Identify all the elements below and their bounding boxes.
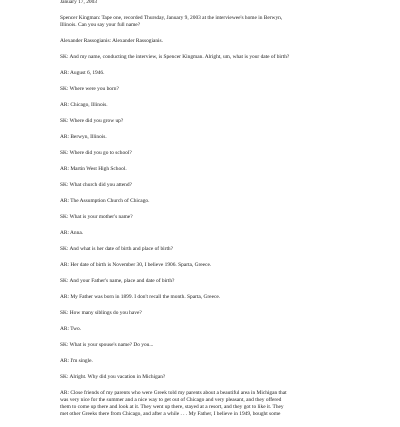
- transcript-paragraph: [60, 278, 360, 285]
- transcript-paragraph: [60, 166, 360, 173]
- transcript-paragraph: [60, 150, 360, 157]
- transcript-line: AR: My Father was born in 1899. I don't recall the month. Sparta, Greece.: [60, 294, 221, 300]
- document-date: January 17, 2003: [60, 0, 97, 5]
- transcript-line: SK: How many siblings do you have?: [60, 310, 142, 316]
- transcript-paragraph: [60, 38, 360, 45]
- transcript-paragraph: [60, 230, 360, 237]
- transcript-paragraph: [60, 15, 360, 29]
- transcript-paragraph: [60, 70, 360, 77]
- transcript-line: Illinois. Can you say your full name?: [60, 22, 141, 28]
- transcript-line: AR: Two.: [60, 326, 82, 332]
- transcript-line: AR: Berwyn, Illinois.: [60, 134, 107, 140]
- transcript-line: was very nice for the summer and a nice way to get out of Chicago and very pleasant, and they offered: [60, 397, 282, 403]
- transcript-line: Spencer Kingman: Tape one, recorded Thursday, January 9, 2003 at the interviewee's home in Berwyn,: [60, 15, 283, 21]
- transcript-line: met other Greeks there from Chicago, and after a while . . . My Father, I believe in 1949, bought some: [60, 411, 281, 417]
- transcript-paragraph: [60, 86, 360, 93]
- transcript-paragraph: [60, 134, 360, 141]
- transcript-line: SK: What church did you attend?: [60, 182, 132, 188]
- transcript-line: them to come up there and look at it. They went up there, stayed at a resort, and they got to like it. They: [60, 404, 284, 410]
- transcript-paragraph: [60, 102, 360, 109]
- transcript-paragraph: [60, 374, 360, 381]
- transcript-line: SK: And what is her date of birth and place of birth?: [60, 246, 174, 252]
- transcript-line: Alexander Rassogianis: Alexander Rassogianis.: [60, 38, 164, 44]
- transcript-paragraph: [60, 198, 360, 205]
- transcript-line: AR: I'm single.: [60, 358, 93, 364]
- transcript-line: SK: What is your spouse's name? Do you...: [60, 342, 154, 348]
- transcript-paragraph: [60, 182, 360, 189]
- transcript-line: SK: What is your mother's name?: [60, 214, 133, 220]
- transcript-paragraph: [60, 214, 360, 221]
- transcript-paragraph: [60, 118, 360, 125]
- transcript-line: SK: Where did you grow up?: [60, 118, 124, 124]
- transcript-paragraph: [60, 54, 360, 61]
- transcript-line: SK: Where did you go to school?: [60, 150, 132, 156]
- transcript-line: SK: Where were you born?: [60, 86, 119, 92]
- transcript-paragraphs: [60, 15, 360, 418]
- transcript-paragraph: [60, 326, 360, 333]
- transcript-paragraph: [60, 294, 360, 301]
- transcript-paragraph: [60, 310, 360, 317]
- transcript-paragraph: [60, 246, 360, 253]
- transcript-paragraph: [60, 342, 360, 349]
- transcript-paragraph: [60, 390, 360, 418]
- transcript-body: [60, 0, 360, 427]
- transcript-line: AR: Martin West High School.: [60, 166, 127, 172]
- transcript-line: AR: Close friends of my parents who were Greek told my parents about a beautiful area in Michigan that: [60, 390, 287, 396]
- transcript-line: AR: Her date of birth is November 30, I believe 1906. Sparta, Greece.: [60, 262, 212, 268]
- transcript-paragraph: [60, 262, 360, 269]
- transcript-line: SK: And my name, conducting the interview, is Spencer Kingman. Alright, um, what is your date of birth?: [60, 54, 290, 60]
- transcript-paragraph: [60, 358, 360, 365]
- transcript-line: AR: August 6, 1946.: [60, 70, 105, 76]
- transcript-line: AR: The Assumption Church of Chicago.: [60, 198, 150, 204]
- transcript-line: AR: Chicago, Illinois.: [60, 102, 108, 108]
- transcript-line: SK: Alright. Why did you vacation in Michigan?: [60, 374, 166, 380]
- transcript-line: AR: Anna.: [60, 230, 84, 236]
- transcript-line: SK: And your Father's name, place and date of birth?: [60, 278, 175, 284]
